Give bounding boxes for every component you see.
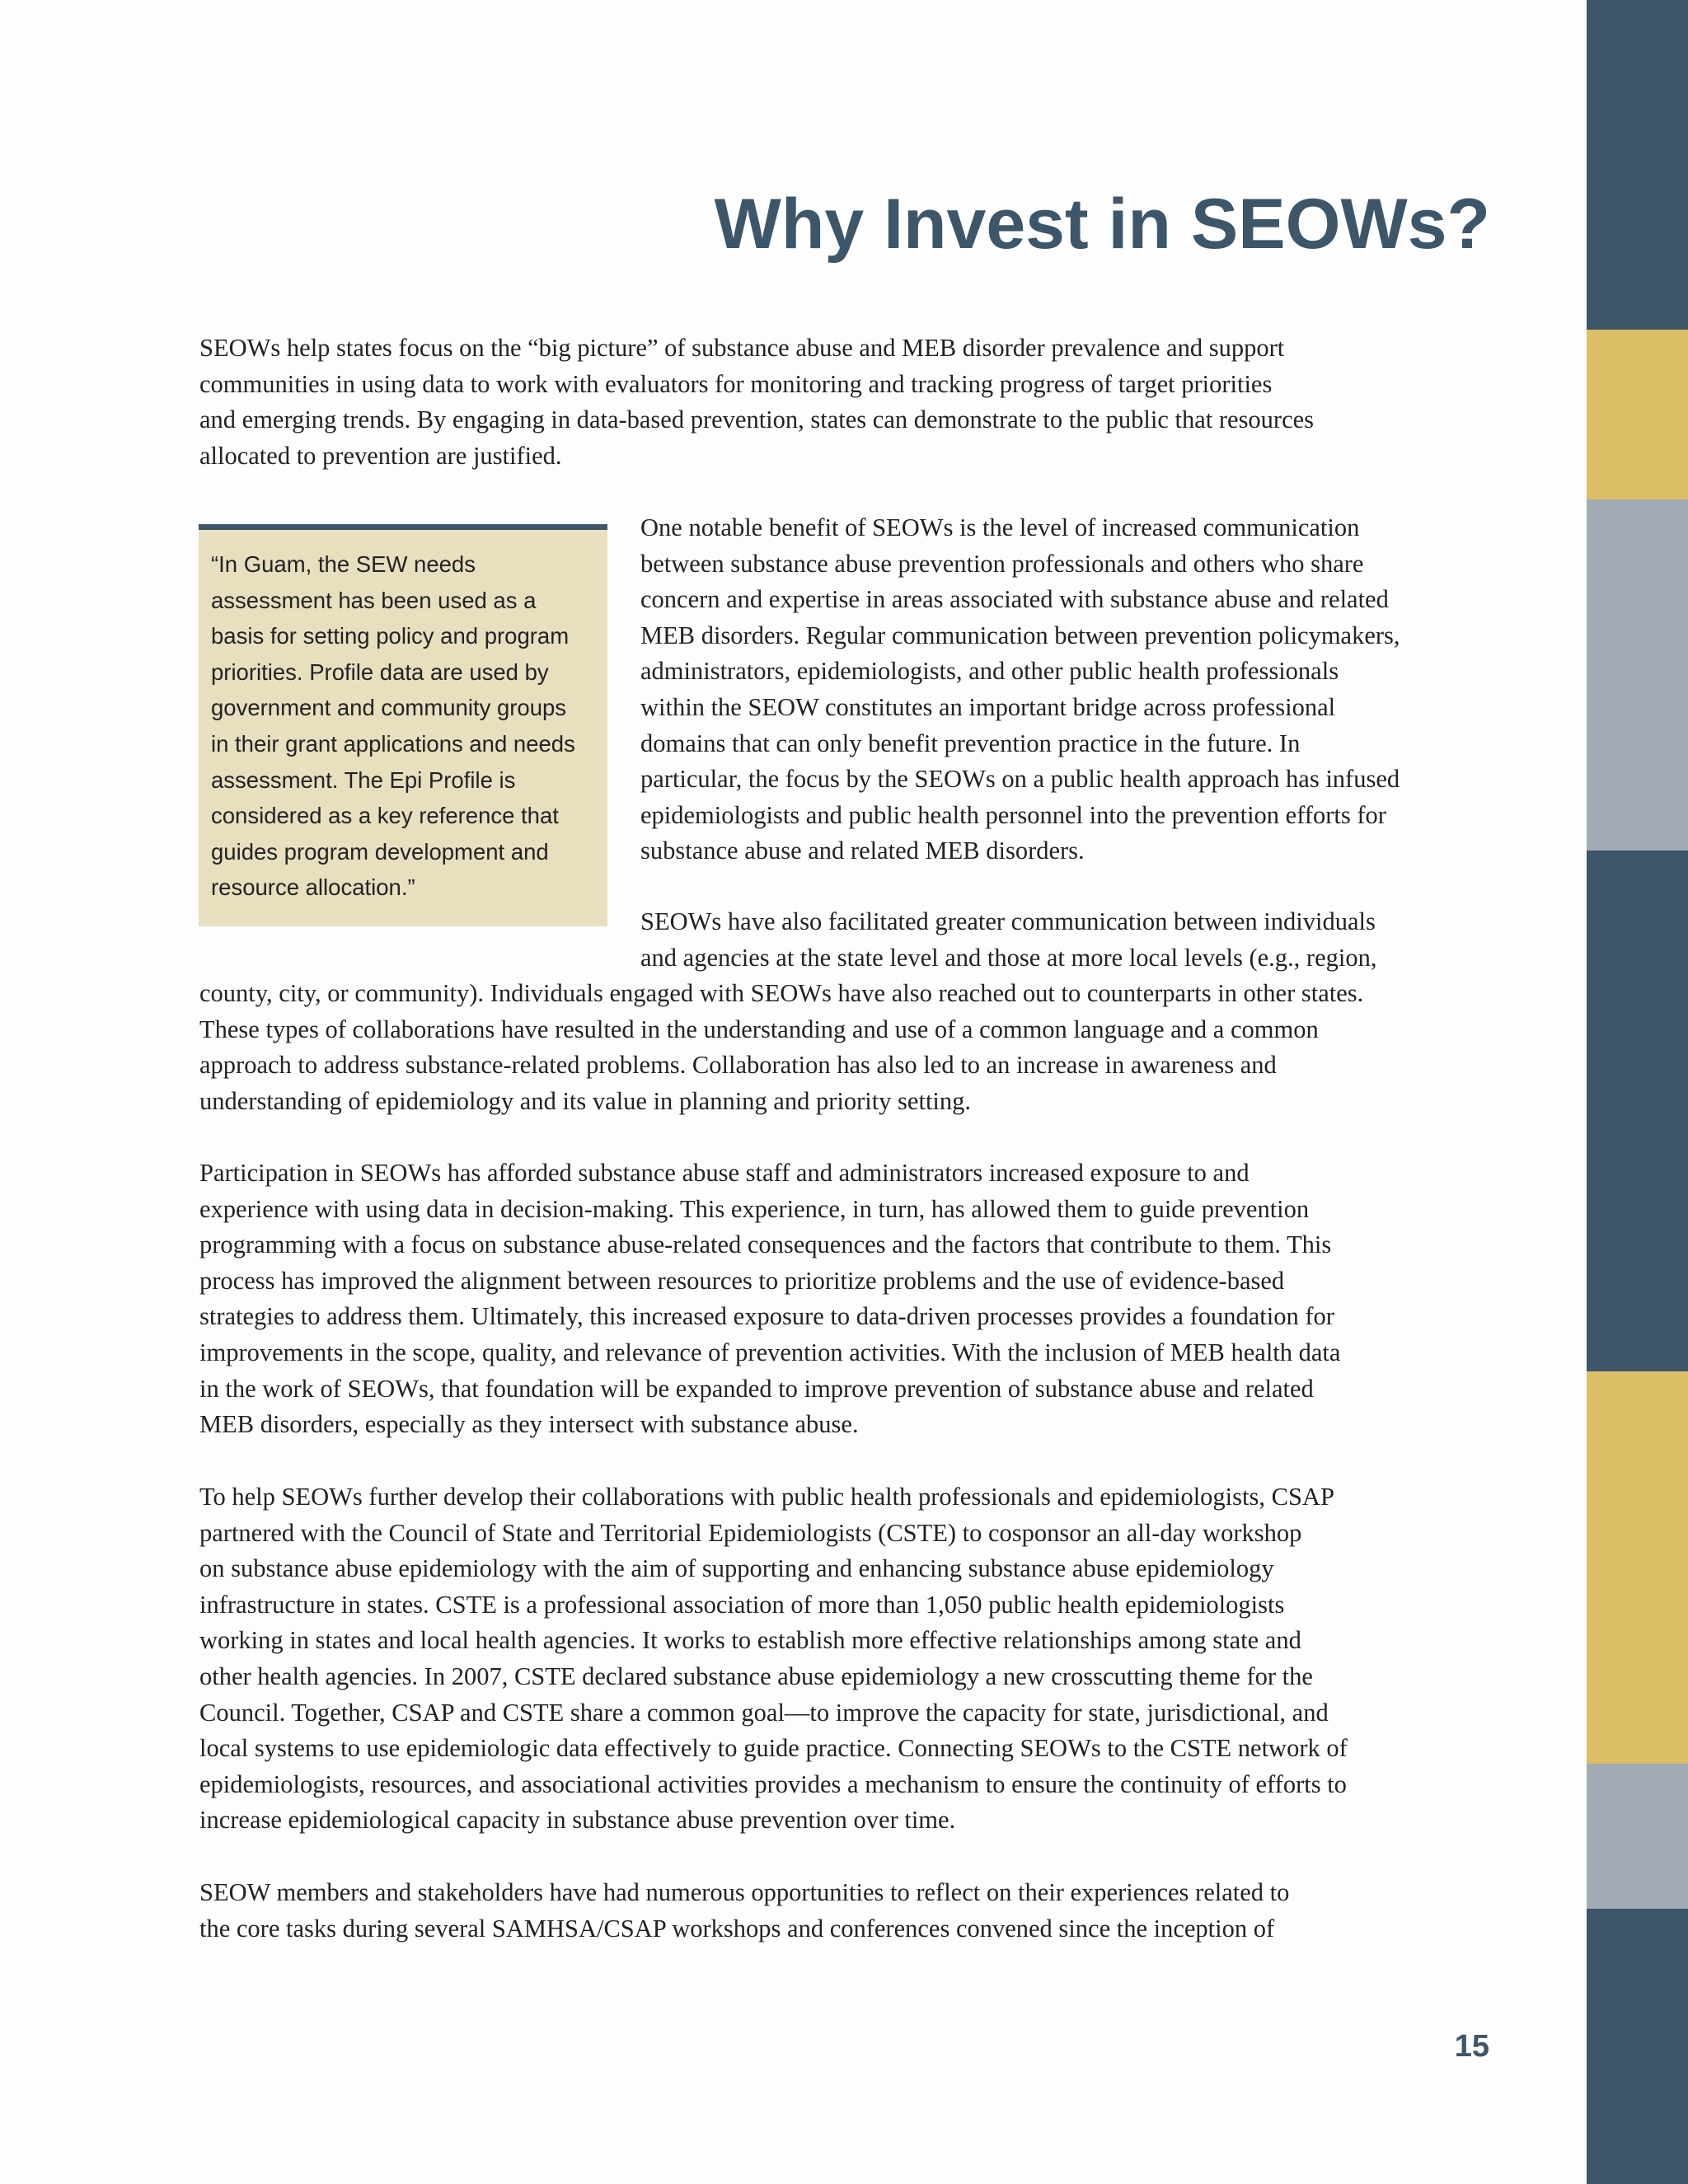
page-title: Why Invest in SEOWs? (714, 185, 1490, 264)
stripe-gray (1587, 1764, 1688, 1909)
stripe-navy (1587, 851, 1688, 1371)
paragraph-reflection: SEOW members and stakeholders have had numerous opportunities to reflect on their experiences related to the core tasks during several SAMHSA/CSAP workshops and conferences convened since the inception of (199, 1878, 1290, 1943)
stripe-gold (1587, 1371, 1688, 1764)
paragraph-local-levels-continued: county, city, or community). Individuals engaged with SEOWs have also reached out to counterparts in other states. These types of collaborations have resulted in the understanding and use of a common language and a common approach to address substance-related problems. Collaboration has also led to an increase in awareness and understanding of epidemiology and its value in planning and priority setting. (199, 979, 1364, 1115)
paragraph-local-levels-start: SEOWs have also facilitated greater communication between individuals and agencies at the state level and those at more local levels (e.g., region, (640, 907, 1377, 972)
paragraph-participation: Participation in SEOWs has afforded substance abuse staff and administrators increased exposure to and experience with using data in decision-making. This experience, in turn, has allowed them to guide prevention programming with a focus on substance abuse-related consequences and the factors that contribute to them. This process has improved the alignment between resources to prioritize problems and the use of evidence-based strategies to address them. Ultimately, this increased exposure to data-driven processes provides a foundation for improvements in the scope, quality, and relevance of prevention activities. With the inclusion of MEB health data in the work of SEOWs, that foundation will be expanded to improve prevention of substance abuse and related MEB disorders, especially as they intersect with substance abuse. (199, 1159, 1341, 1439)
quote-callout-box (199, 524, 607, 926)
callout-quote: “In Guam, the SEW needs assessment has been used as a basis for setting policy and program priorities. Profile data are used by government and community groups in their grant applications and needs assessment. The Epi Profile is considered as a key reference that guides program development and resource allocation.” (211, 551, 575, 901)
stripe-gold (1587, 330, 1688, 499)
page-number: 15 (1454, 2029, 1489, 2064)
paragraph-cste-collaboration: To help SEOWs further develop their collaborations with public health professionals and epidemiologists, CSAP partnered with the Council of State and Territorial Epidemiologists (CSTE) to cosponsor an all-day workshop on substance abuse epidemiology with the aim of supporting and enhancing substance abuse epidemiology infrastructure in states. CSTE is a professional association of more than 1,050 public health epidemiologists working in states and local health agencies. It works to establish more effective relationships among state and other health agencies. In 2007, CSTE declared substance abuse epidemiology a new crosscutting theme for the Council. Together, CSAP and CSTE share a common goal—to improve the capacity for state, jurisdictional, and local systems to use epidemiologic data effectively to guide practice. Connecting SEOWs to the CSTE network of epidemiologists, resources, and associational activities provides a mechanism to ensure the continuity of efforts to increase epidemiological capacity in substance abuse prevention over time. (199, 1483, 1348, 1835)
stripe-navy (1587, 0, 1688, 330)
stripe-gray (1587, 499, 1688, 851)
paragraph-communication-benefit: One notable benefit of SEOWs is the level of increased communication between substance abuse prevention professionals and others who share concern and expertise in areas associated with substance abuse and related MEB disorders. Regular communication between prevention policymakers, administrators, epidemiologists, and other public health professionals within the SEOW constitutes an important bridge across professional domains that can only benefit prevention practice in the future. In particular, the focus by the SEOWs on a public health approach has infused epidemiologists and public health personnel into the prevention efforts for substance abuse and related MEB disorders. (640, 513, 1400, 865)
intro-paragraph: SEOWs help states focus on the “big picture” of substance abuse and MEB disorder prevalence and support communities in using data to work with evaluators for monitoring and tracking progress of target priorities and emerging trends. By engaging in data-based prevention, states can demonstrate to the public that resources allocated to prevention are justified. (199, 334, 1315, 470)
stripe-navy (1587, 1909, 1688, 2184)
decorative-side-stripes (1587, 0, 1688, 2184)
